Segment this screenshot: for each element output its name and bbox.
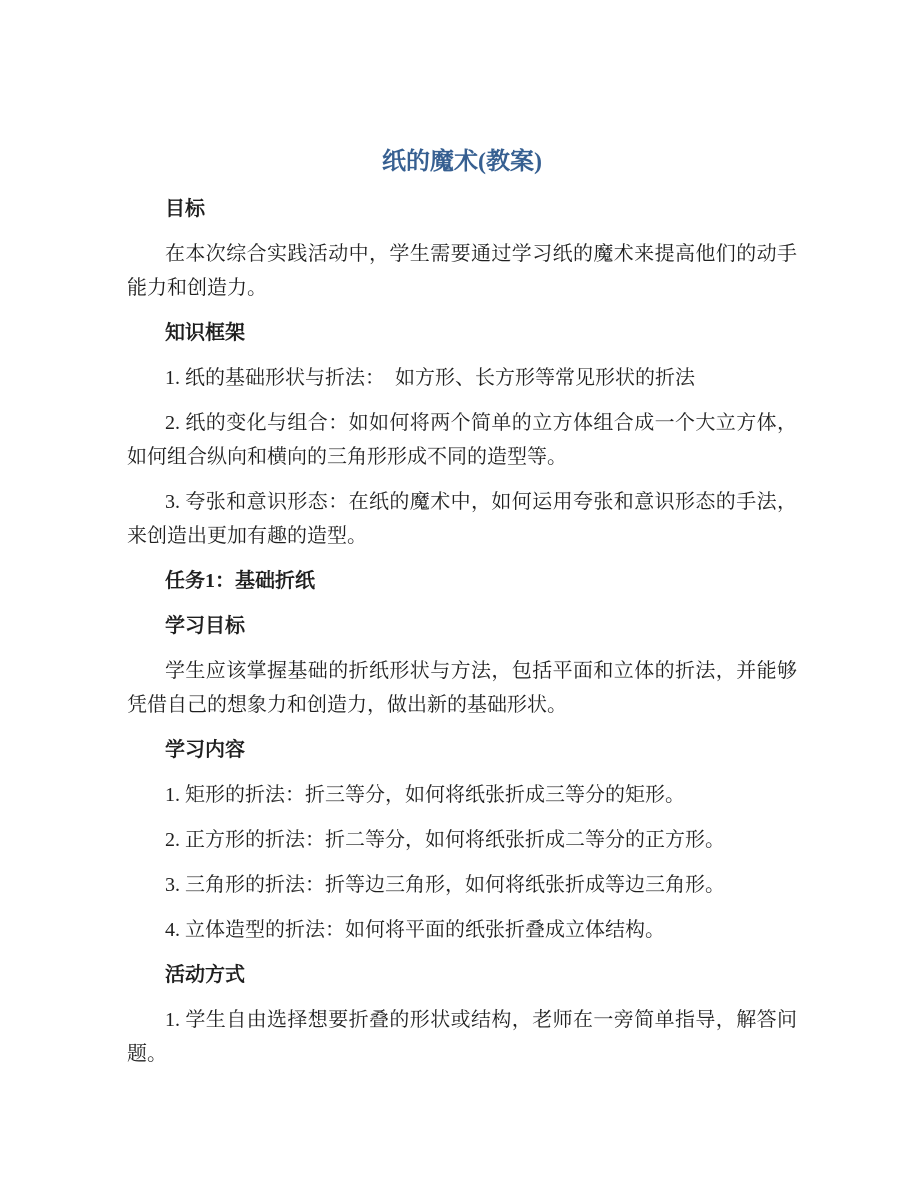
section-heading: 学习目标: [165, 615, 245, 637]
paragraph: 学生应该掌握基础的折纸形状与方法，包括平面和立体的折法，并能够凭借自己的想象力和创造力，做出新的基础形状。: [127, 660, 797, 716]
section-heading: 知识框架: [165, 322, 245, 344]
list-item: 1. 学生自由选择想要折叠的形状或结构，老师在一旁简单指导，解答问题。: [127, 1009, 797, 1065]
list-item: 4. 立体造型的折法：如何将平面的纸张折叠成立体结构。: [165, 919, 665, 941]
list-item: 2. 正方形的折法：折二等分，如何将纸张折成二等分的正方形。: [165, 829, 725, 851]
list-item: 1. 矩形的折法：折三等分，如何将纸张折成三等分的矩形。: [165, 784, 685, 806]
document-title: 纸的魔术(教案): [382, 149, 542, 175]
section-heading: 任务1：基础折纸: [165, 570, 315, 592]
list-item: 2. 纸的变化与组合：如如何将两个简单的立方体组合成一个大立方体，如何组合纵向和横向的三角形形成不同的造型等。: [127, 412, 797, 468]
document-body: [127, 192, 797, 1071]
list-item: 3. 夸张和意识形态：在纸的魔术中，如何运用夸张和意识形态的手法，来创造出更加有趣的造型。: [127, 491, 797, 547]
list-item: 1. 纸的基础形状与折法： 如方形、长方形等常见形状的折法: [165, 367, 695, 389]
section-heading: 活动方式: [165, 964, 245, 986]
section-heading: 学习内容: [165, 739, 245, 761]
section-heading: 目标: [165, 198, 205, 220]
paragraph: 在本次综合实践活动中，学生需要通过学习纸的魔术来提高他们的动手能力和创造力。: [127, 243, 797, 299]
list-item: 3. 三角形的折法：折等边三角形，如何将纸张折成等边三角形。: [165, 874, 725, 896]
